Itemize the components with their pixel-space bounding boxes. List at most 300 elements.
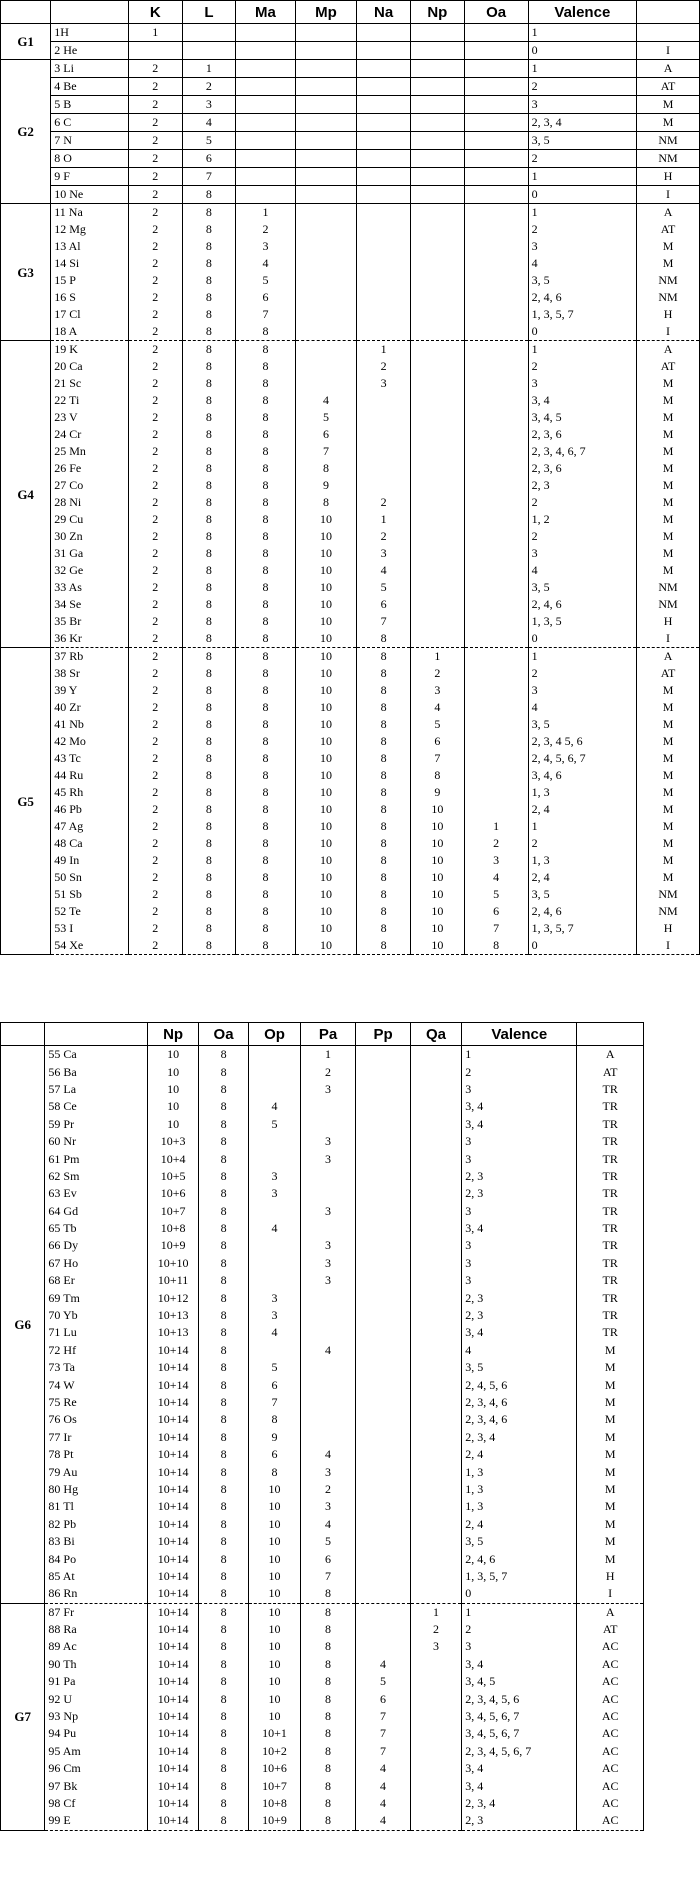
element-cell: 66 Dy: [45, 1237, 148, 1254]
shell-cell: 1: [357, 511, 411, 528]
valence-cell: 3, 4: [462, 1760, 577, 1777]
shell-cell: 8: [300, 1621, 356, 1638]
class-cell: M: [637, 426, 700, 443]
shell-cell: 8: [182, 426, 236, 443]
shell-cell: 8: [300, 1585, 356, 1603]
element-cell: 27 Co: [51, 477, 129, 494]
valence-cell: 3, 5: [528, 579, 637, 596]
shell-cell: 2: [128, 375, 182, 392]
class-cell: M: [637, 767, 700, 784]
shell-cell: 8: [198, 1621, 248, 1638]
shell-cell: 8: [236, 716, 295, 733]
valence-cell: 2, 3, 4, 5, 6, 7: [462, 1743, 577, 1760]
class-cell: TR: [577, 1289, 644, 1306]
column-header: Valence: [528, 1, 637, 24]
table-row: [1, 1708, 644, 1725]
class-cell: M: [577, 1481, 644, 1498]
shell-cell: 2: [128, 341, 182, 359]
shell-cell: 4: [300, 1342, 356, 1359]
table-row: [1, 1429, 644, 1446]
table-row: [1, 204, 700, 222]
shell-cell: [464, 306, 528, 323]
shell-cell: 8: [236, 699, 295, 716]
shell-cell: [410, 1133, 461, 1150]
column-header: Oa: [464, 1, 528, 24]
shell-cell: [295, 358, 357, 375]
shell-cell: 4: [295, 392, 357, 409]
shell-cell: 2: [128, 750, 182, 767]
valence-cell: 0: [462, 1585, 577, 1603]
shell-cell: 8: [236, 477, 295, 494]
shell-cell: [464, 341, 528, 359]
shell-cell: 2: [357, 494, 411, 511]
shell-cell: 8: [236, 784, 295, 801]
shell-cell: [236, 78, 295, 96]
class-cell: AC: [577, 1760, 644, 1777]
shell-cell: [356, 1185, 411, 1202]
class-cell: I: [637, 186, 700, 204]
element-cell: 64 Gd: [45, 1203, 148, 1220]
shell-cell: 2: [128, 289, 182, 306]
element-cell: 6 C: [51, 114, 129, 132]
element-cell: 42 Mo: [51, 733, 129, 750]
shell-cell: 8: [182, 613, 236, 630]
shell-cell: [410, 1116, 461, 1133]
shell-cell: 1: [182, 60, 236, 78]
valence-cell: 0: [528, 323, 637, 341]
shell-cell: 8: [236, 426, 295, 443]
shell-cell: [356, 1376, 411, 1393]
shell-cell: 2: [464, 835, 528, 852]
shell-cell: [410, 78, 464, 96]
element-cell: 53 I: [51, 920, 129, 937]
shell-cell: 8: [198, 1656, 248, 1673]
valence-cell: 3, 4: [462, 1098, 577, 1115]
shell-cell: [464, 494, 528, 511]
shell-cell: [464, 42, 528, 60]
shell-cell: 2: [128, 460, 182, 477]
shell-cell: [410, 511, 464, 528]
valence-cell: 0: [528, 186, 637, 204]
table-row: [1, 375, 700, 392]
shell-cell: [410, 1063, 461, 1080]
shell-cell: [464, 78, 528, 96]
valence-cell: 1: [528, 168, 637, 186]
shell-cell: [249, 1081, 300, 1098]
shell-cell: 10: [295, 920, 357, 937]
shell-cell: 10: [249, 1656, 300, 1673]
shell-cell: 8: [236, 818, 295, 835]
shell-cell: 10+14: [148, 1533, 198, 1550]
shell-cell: [464, 272, 528, 289]
shell-cell: 8: [198, 1237, 248, 1254]
shell-cell: [300, 1116, 356, 1133]
shell-cell: 8: [182, 920, 236, 937]
shell-cell: 8: [182, 460, 236, 477]
shell-cell: 8: [236, 460, 295, 477]
valence-cell: 1: [528, 60, 637, 78]
element-cell: 9 F: [51, 168, 129, 186]
valence-cell: 3: [462, 1150, 577, 1167]
valence-cell: 2, 4, 5, 6, 7: [528, 750, 637, 767]
shell-cell: 8: [236, 579, 295, 596]
valence-cell: 1: [462, 1046, 577, 1064]
shell-cell: [464, 358, 528, 375]
shell-cell: 8: [182, 323, 236, 341]
class-cell: AT: [577, 1063, 644, 1080]
shell-cell: 3: [300, 1203, 356, 1220]
element-cell: 96 Cm: [45, 1760, 148, 1777]
valence-cell: 2: [462, 1063, 577, 1080]
valence-cell: 3: [528, 545, 637, 562]
shell-cell: 9: [410, 784, 464, 801]
shell-cell: 10+14: [148, 1463, 198, 1480]
valence-cell: 2, 3, 4, 5, 6: [462, 1690, 577, 1707]
table-row: [1, 443, 700, 460]
shell-cell: [357, 150, 411, 168]
shell-cell: 2: [128, 784, 182, 801]
table-row: [1, 1063, 644, 1080]
table-row: [1, 1098, 644, 1115]
shell-cell: [128, 42, 182, 60]
element-cell: 44 Ru: [51, 767, 129, 784]
shell-cell: [300, 1411, 356, 1428]
class-cell: TR: [577, 1081, 644, 1098]
shell-cell: [410, 204, 464, 222]
shell-cell: 8: [198, 1063, 248, 1080]
shell-cell: [295, 132, 357, 150]
shell-cell: 8: [236, 682, 295, 699]
class-cell: AC: [577, 1690, 644, 1707]
valence-cell: 2, 3: [462, 1289, 577, 1306]
class-cell: I: [637, 323, 700, 341]
element-cell: 33 As: [51, 579, 129, 596]
element-cell: 8 O: [51, 150, 129, 168]
shell-cell: 4: [356, 1760, 411, 1777]
shell-cell: 6: [464, 903, 528, 920]
element-cell: 24 Cr: [51, 426, 129, 443]
table-row: [1, 1463, 644, 1480]
table-row: [1, 1203, 644, 1220]
table-row: [1, 818, 700, 835]
shell-cell: 2: [128, 255, 182, 272]
shell-cell: [464, 238, 528, 255]
shell-cell: 8: [182, 750, 236, 767]
shell-cell: 8: [357, 801, 411, 818]
valence-cell: 0: [528, 630, 637, 648]
shell-cell: 10: [249, 1621, 300, 1638]
shell-cell: [249, 1063, 300, 1080]
class-cell: AT: [577, 1621, 644, 1638]
shell-cell: 2: [182, 78, 236, 96]
shell-cell: [464, 323, 528, 341]
element-cell: 49 In: [51, 852, 129, 869]
shell-cell: 2: [128, 358, 182, 375]
shell-cell: [410, 1168, 461, 1185]
shell-cell: [236, 114, 295, 132]
shell-cell: 2: [128, 801, 182, 818]
element-cell: 77 Ir: [45, 1429, 148, 1446]
valence-cell: 2, 3, 4 5, 6: [528, 733, 637, 750]
shell-cell: 2: [128, 716, 182, 733]
column-header: L: [182, 1, 236, 24]
shell-cell: 10+14: [148, 1673, 198, 1690]
shell-cell: 2: [128, 306, 182, 323]
table-row: [1, 1046, 644, 1064]
element-cell: 85 At: [45, 1568, 148, 1585]
shell-cell: [410, 443, 464, 460]
shell-cell: 8: [300, 1690, 356, 1707]
valence-cell: 2, 4, 6: [528, 596, 637, 613]
shell-cell: [464, 24, 528, 42]
shell-cell: 8: [198, 1289, 248, 1306]
shell-cell: [295, 238, 357, 255]
table-row: [1, 1220, 644, 1237]
shell-cell: [357, 272, 411, 289]
shell-cell: [357, 96, 411, 114]
shell-cell: 10: [249, 1568, 300, 1585]
valence-cell: 1, 3, 5, 7: [528, 306, 637, 323]
shell-cell: [356, 1638, 411, 1655]
shell-cell: 8: [198, 1376, 248, 1393]
valence-cell: 1, 2: [528, 511, 637, 528]
shell-cell: 8: [182, 886, 236, 903]
shell-cell: [357, 443, 411, 460]
shell-cell: 3: [357, 375, 411, 392]
shell-cell: [410, 1203, 461, 1220]
valence-cell: 3, 4: [462, 1656, 577, 1673]
element-cell: 26 Fe: [51, 460, 129, 477]
shell-cell: 10: [295, 937, 357, 955]
class-cell: NM: [637, 150, 700, 168]
shell-cell: [356, 1342, 411, 1359]
shell-cell: 8: [300, 1812, 356, 1830]
shell-cell: [236, 42, 295, 60]
table-row: [1, 1133, 644, 1150]
column-header: Oa: [198, 1023, 248, 1046]
shell-cell: 5: [295, 409, 357, 426]
element-cell: 22 Ti: [51, 392, 129, 409]
valence-cell: 2, 3, 6: [528, 426, 637, 443]
shell-cell: [410, 358, 464, 375]
element-cell: 71 Lu: [45, 1324, 148, 1341]
group-label: G3: [1, 204, 51, 341]
element-cell: 32 Ge: [51, 562, 129, 579]
shell-cell: 10: [410, 886, 464, 903]
shell-cell: [410, 1516, 461, 1533]
shell-cell: 5: [300, 1533, 356, 1550]
shell-cell: [236, 132, 295, 150]
element-cell: 4 Be: [51, 78, 129, 96]
class-cell: AC: [577, 1725, 644, 1742]
shell-cell: 10: [410, 801, 464, 818]
shell-cell: 10: [249, 1603, 300, 1621]
shell-cell: 10: [295, 562, 357, 579]
shell-cell: 7: [236, 306, 295, 323]
shell-cell: 8: [182, 358, 236, 375]
shell-cell: 10+10: [148, 1255, 198, 1272]
table-row: [1, 1255, 644, 1272]
shell-cell: 8: [182, 716, 236, 733]
shell-cell: 10+8: [148, 1220, 198, 1237]
shell-cell: [410, 24, 464, 42]
shell-cell: 8: [198, 1116, 248, 1133]
table-row: [1, 596, 700, 613]
shell-cell: 8: [198, 1307, 248, 1324]
element-cell: 86 Rn: [45, 1585, 148, 1603]
shell-cell: [410, 168, 464, 186]
valence-cell: 2, 4, 5, 6: [462, 1376, 577, 1393]
shell-cell: 8: [236, 750, 295, 767]
class-cell: M: [637, 733, 700, 750]
shell-cell: 3: [249, 1185, 300, 1202]
shell-cell: [410, 341, 464, 359]
shell-cell: [410, 1289, 461, 1306]
shell-cell: 5: [236, 272, 295, 289]
shell-cell: 6: [357, 596, 411, 613]
shell-cell: 8: [236, 852, 295, 869]
shell-cell: 8: [236, 869, 295, 886]
shell-cell: 3: [236, 238, 295, 255]
shell-cell: 2: [128, 852, 182, 869]
shell-cell: [357, 42, 411, 60]
shell-cell: 10+14: [148, 1446, 198, 1463]
shell-cell: 6: [295, 426, 357, 443]
shell-cell: 3: [300, 1133, 356, 1150]
table-header-row: [1, 1023, 644, 1046]
shell-cell: 10: [148, 1046, 198, 1064]
shell-cell: [236, 60, 295, 78]
shell-cell: [464, 477, 528, 494]
shell-cell: [410, 1533, 461, 1550]
shell-cell: 6: [300, 1550, 356, 1567]
class-cell: NM: [637, 579, 700, 596]
shell-cell: 7: [356, 1725, 411, 1742]
element-cell: 74 W: [45, 1376, 148, 1393]
group-label: G7: [1, 1603, 45, 1830]
element-cell: 13 Al: [51, 238, 129, 255]
shell-cell: 8: [236, 375, 295, 392]
shell-cell: 7: [410, 750, 464, 767]
shell-cell: [410, 1498, 461, 1515]
shell-cell: 10: [295, 818, 357, 835]
class-cell: NM: [637, 132, 700, 150]
shell-cell: 10+14: [148, 1638, 198, 1655]
table-row: [1, 903, 700, 920]
shell-cell: 8: [182, 937, 236, 955]
class-cell: M: [577, 1359, 644, 1376]
shell-cell: 8: [300, 1603, 356, 1621]
shell-cell: 8: [198, 1638, 248, 1655]
class-cell: M: [637, 869, 700, 886]
shell-cell: [410, 1342, 461, 1359]
shell-cell: [357, 255, 411, 272]
table-row: [1, 255, 700, 272]
table-row: [1, 150, 700, 168]
shell-cell: 10: [295, 579, 357, 596]
shell-cell: [410, 1673, 461, 1690]
table-row: [1, 1585, 644, 1603]
shell-cell: 10+14: [148, 1411, 198, 1428]
shell-cell: [464, 132, 528, 150]
shell-cell: 8: [198, 1255, 248, 1272]
shell-cell: [464, 168, 528, 186]
shell-cell: [356, 1603, 411, 1621]
shell-cell: [356, 1203, 411, 1220]
table-row: [1, 835, 700, 852]
shell-cell: 2: [128, 920, 182, 937]
class-cell: TR: [577, 1185, 644, 1202]
shell-cell: 10: [295, 545, 357, 562]
valence-cell: 3, 4, 6: [528, 767, 637, 784]
element-cell: 45 Rh: [51, 784, 129, 801]
shell-cell: [410, 545, 464, 562]
shell-cell: [410, 613, 464, 630]
shell-cell: 8: [357, 818, 411, 835]
class-cell: AC: [577, 1656, 644, 1673]
valence-cell: 1, 3: [528, 852, 637, 869]
shell-cell: [295, 323, 357, 341]
class-cell: TR: [577, 1203, 644, 1220]
valence-cell: 2: [528, 835, 637, 852]
shell-cell: 2: [128, 869, 182, 886]
table-row: [1, 562, 700, 579]
shell-cell: 8: [357, 699, 411, 716]
table-row: [1, 289, 700, 306]
shell-cell: [410, 1708, 461, 1725]
shell-cell: [356, 1289, 411, 1306]
table-row: [1, 1795, 644, 1812]
valence-cell: 3: [462, 1638, 577, 1655]
shell-cell: 8: [300, 1743, 356, 1760]
shell-cell: [357, 114, 411, 132]
element-cell: 10 Ne: [51, 186, 129, 204]
element-cell: 98 Cf: [45, 1795, 148, 1812]
valence-cell: 3, 5: [462, 1359, 577, 1376]
table-row: [1, 869, 700, 886]
table-row: [1, 1081, 644, 1098]
shell-cell: [464, 426, 528, 443]
class-cell: TR: [577, 1133, 644, 1150]
class-cell: H: [637, 306, 700, 323]
shell-cell: 8: [300, 1777, 356, 1794]
shell-cell: [295, 341, 357, 359]
valence-cell: 3: [462, 1133, 577, 1150]
shell-cell: [410, 494, 464, 511]
shell-cell: [464, 409, 528, 426]
shell-cell: 8: [182, 767, 236, 784]
table-row: [1, 750, 700, 767]
shell-cell: 10+14: [148, 1376, 198, 1393]
shell-cell: 8: [182, 545, 236, 562]
valence-cell: 2: [528, 494, 637, 511]
column-header: Np: [148, 1023, 198, 1046]
shell-cell: 8: [236, 409, 295, 426]
shell-cell: [464, 562, 528, 579]
shell-cell: 10: [295, 511, 357, 528]
element-cell: 51 Sb: [51, 886, 129, 903]
table-row: [1, 920, 700, 937]
shell-cell: 2: [128, 204, 182, 222]
class-cell: NM: [637, 886, 700, 903]
shell-cell: [464, 114, 528, 132]
valence-cell: 4: [528, 699, 637, 716]
element-cell: 60 Nr: [45, 1133, 148, 1150]
shell-cell: 8: [198, 1481, 248, 1498]
element-cell: 43 Tc: [51, 750, 129, 767]
class-cell: AC: [577, 1812, 644, 1830]
table-row: [1, 341, 700, 359]
